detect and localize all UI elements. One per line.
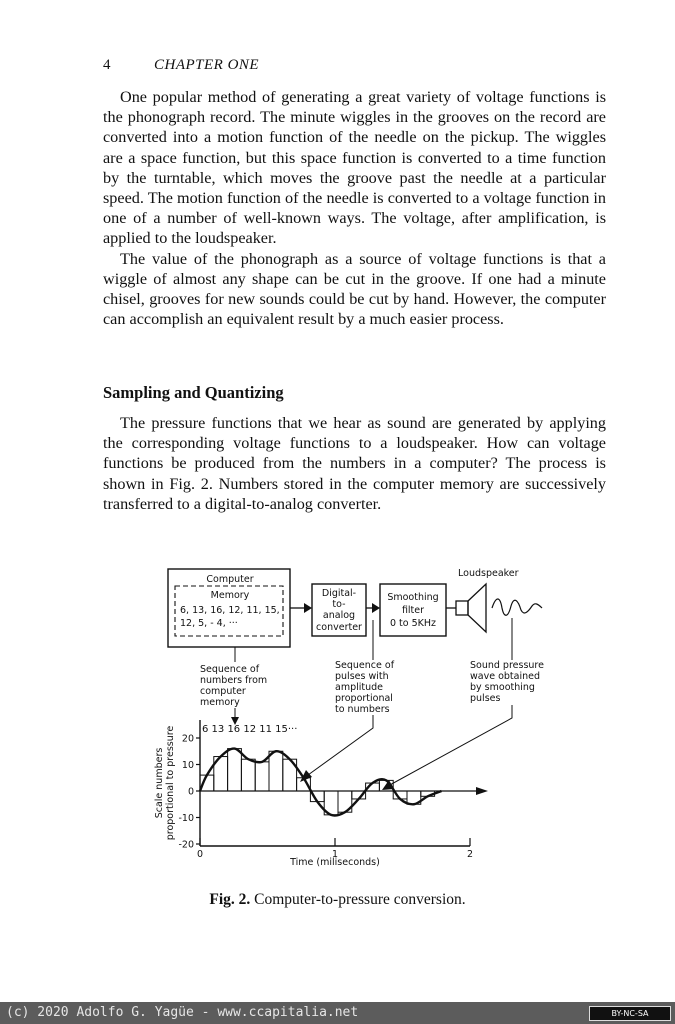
dac-label-3: analog [322, 610, 356, 621]
arrow-icon [304, 603, 312, 613]
annotation-wave-1: Sound pressure [470, 660, 544, 671]
conversion-diagram [140, 560, 560, 880]
sample-bar [241, 759, 255, 791]
caption-label: Fig. 2. [209, 891, 251, 908]
annotation-pulses-1: Sequence of [335, 660, 395, 671]
y-tick-label: 20 [181, 733, 194, 745]
y-tick-label: -20 [178, 839, 194, 851]
page-number: 4 [103, 57, 111, 73]
chapter-title: CHAPTER ONE [154, 57, 260, 73]
annotation-pulses-3: amplitude [335, 682, 384, 693]
memory-values-1: 6, 13, 16, 12, 11, 15, [180, 605, 280, 616]
arrow-icon [372, 603, 380, 613]
annotation-numbers-2: numbers from [200, 675, 268, 686]
x-tick-label: 0 [196, 849, 204, 860]
annotation-numbers-4: memory [200, 697, 240, 708]
figure-caption [0, 891, 675, 909]
license-badge: BY-NC-SA [589, 1006, 671, 1021]
y-tick-label: 0 [187, 786, 194, 798]
sample-numbers: 6 13 16 12 11 15··· [202, 724, 298, 735]
sample-bar [228, 749, 242, 791]
arrow-icon [476, 787, 488, 795]
memory-label: Memory [210, 590, 250, 601]
annotation-pulses-4: proportional [335, 693, 393, 704]
loudspeaker-icon [456, 601, 468, 615]
smoothed-wave [200, 749, 442, 816]
paragraph: The value of the phonograph as a source of voltage functions is that a wiggle of almost any shape can be cut in the groove. If one had a minute chisel, grooves for new sounds could be cut by hand. However, the computer can accomplish an equivalent result by a much easier process. [103, 249, 606, 329]
body-section-2 [103, 413, 606, 514]
annotation-wave-4: pulses [470, 693, 501, 704]
annotation-wave-3: by smoothing [470, 682, 535, 693]
annotation-numbers-3: computer [200, 686, 246, 697]
memory-values-2: 12, 5, - 4, ··· [180, 618, 238, 629]
dac-label-4: converter [316, 622, 362, 633]
x-tick-label: 2 [466, 849, 474, 860]
caption-text: Computer-to-pressure conversion. [254, 891, 466, 908]
filter-label-1: Smoothing [387, 592, 439, 603]
sample-bar [255, 762, 269, 791]
paragraph: The pressure functions that we hear as sound are generated by applying the corresponding voltage functions to a loudspeaker. How can voltage functions be produced from the numbers in a computer? The process is shown in Fig. 2. Numbers stored in the computer memory are successively transferred to a digital-to-analog converter. [103, 414, 606, 513]
filter-label-2: filter [401, 605, 425, 616]
x-axis-label: Time (miliseconds) [290, 857, 380, 868]
annotation-pulses-2: pulses with [335, 671, 389, 682]
sound-wave-icon [492, 599, 542, 615]
dac-label-2: to- [332, 599, 346, 610]
y-axis-label-2: proportional to pressure [165, 725, 176, 841]
filter-label-3: 0 to 5KHz [389, 618, 437, 629]
computer-label: Computer [206, 574, 254, 585]
annotation-numbers-1: Sequence of [200, 664, 260, 675]
footer-bar [0, 1002, 675, 1024]
x-tick-label: 1 [331, 849, 339, 860]
sample-bars [200, 749, 435, 815]
annotation-pulses-5: to numbers [335, 704, 390, 715]
dac-label-1: Digital- [321, 588, 357, 599]
paragraph: One popular method of generating a great variety of voltage functions is the phonograph record. The minute wiggles in the grooves on the record are converted into a motion function of the needle on the pickup. The wiggles are a space function, but this space function is converted to a time function by the turntable, which moves the groove past the needle at a particular speed. The motion function of the needle is converted to a voltage function in one of a number of well-known ways. The voltage, after amplification, is applied to the loudspeaker. [103, 88, 606, 248]
annotation-wave-2: wave obtained [470, 671, 541, 682]
section-heading: Sampling and Quantizing [103, 383, 284, 402]
y-tick-label: 10 [181, 760, 194, 771]
loudspeaker-label: Loudspeaker [458, 568, 519, 579]
figure-2 [140, 560, 560, 880]
y-axis-label-1: Scale numbers [154, 747, 165, 819]
speaker-cone-icon [468, 584, 486, 632]
y-tick-label: -10 [178, 813, 194, 824]
y-ticks [178, 734, 200, 851]
footer-credit: (c) 2020 Adolfo G. Yagüe - www.ccapitalia.net [6, 1005, 359, 1020]
body-section-1 [103, 87, 606, 329]
sample-bar [269, 751, 283, 791]
